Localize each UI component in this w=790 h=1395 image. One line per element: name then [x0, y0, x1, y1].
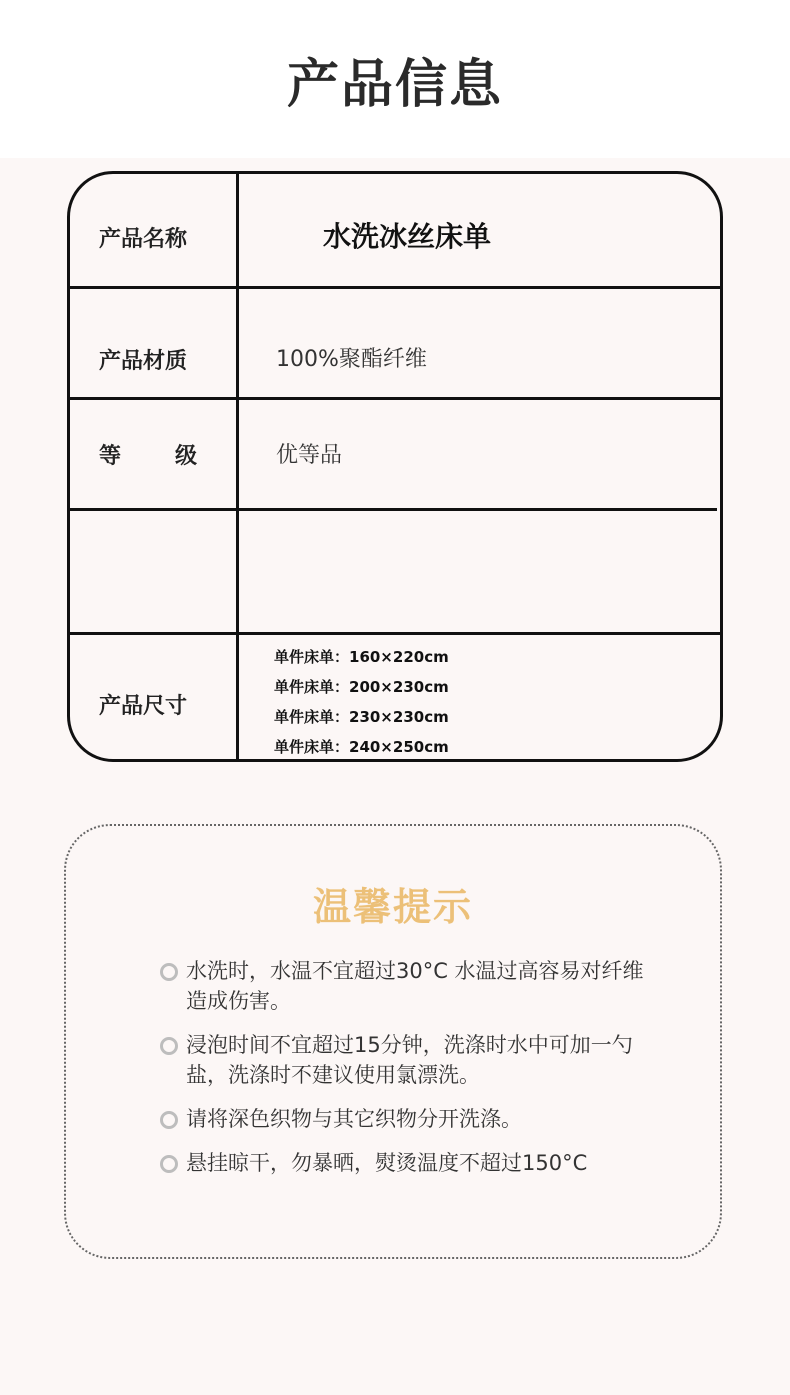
row-divider: [70, 397, 720, 400]
tips-title: 温馨提示: [312, 885, 473, 929]
size-list: [274, 642, 449, 762]
circle-bullet-icon: [160, 1155, 178, 1173]
grade-label-part: 等: [99, 444, 122, 469]
tip-text: 浸泡时间不宜超过15分钟，洗涤时水中可加一勺盐，洗涤时不建议使用氯漂洗。: [186, 1033, 633, 1087]
row-divider: [70, 508, 717, 511]
tip-item: [160, 1030, 660, 1090]
size-item: 单件床单：200×230cm: [274, 678, 449, 696]
header: [0, 0, 790, 158]
circle-bullet-icon: [160, 1111, 178, 1129]
column-divider: [236, 174, 239, 759]
product-name-label: 产品名称: [99, 227, 188, 252]
size-item: 单件床单：160×220cm: [274, 648, 449, 666]
size-item: 单件床单：230×230cm: [274, 708, 449, 726]
tip-item: [160, 956, 660, 1016]
page-title: 产品信息: [286, 55, 503, 115]
row-divider: [70, 286, 720, 289]
circle-bullet-icon: [160, 1037, 178, 1055]
product-size-label: 产品尺寸: [99, 694, 188, 719]
tip-text: 悬挂晾干，勿暴晒，熨烫温度不超过150°C: [186, 1151, 588, 1175]
tip-text: 水洗时，水温不宜超过30°C 水温过高容易对纤维造成伤害。: [186, 959, 644, 1013]
tips-list: [160, 956, 660, 1192]
tips-card: [64, 824, 722, 1259]
grade-label-part: 级: [174, 444, 197, 469]
tip-item: [160, 1104, 660, 1134]
row-divider: [70, 632, 720, 635]
product-material-value: 100%聚酯纤维: [276, 347, 427, 372]
product-material-label: 产品材质: [99, 349, 188, 374]
circle-bullet-icon: [160, 963, 178, 981]
product-grade-value: 优等品: [276, 443, 343, 468]
product-name-value: 水洗冰丝床单: [323, 220, 492, 253]
product-info-table: [67, 171, 723, 762]
tip-item: [160, 1148, 660, 1178]
product-grade-label: [70, 439, 236, 470]
tip-text: 请将深色织物与其它织物分开洗涤。: [186, 1107, 522, 1131]
size-item: 单件床单：240×250cm: [274, 738, 449, 756]
